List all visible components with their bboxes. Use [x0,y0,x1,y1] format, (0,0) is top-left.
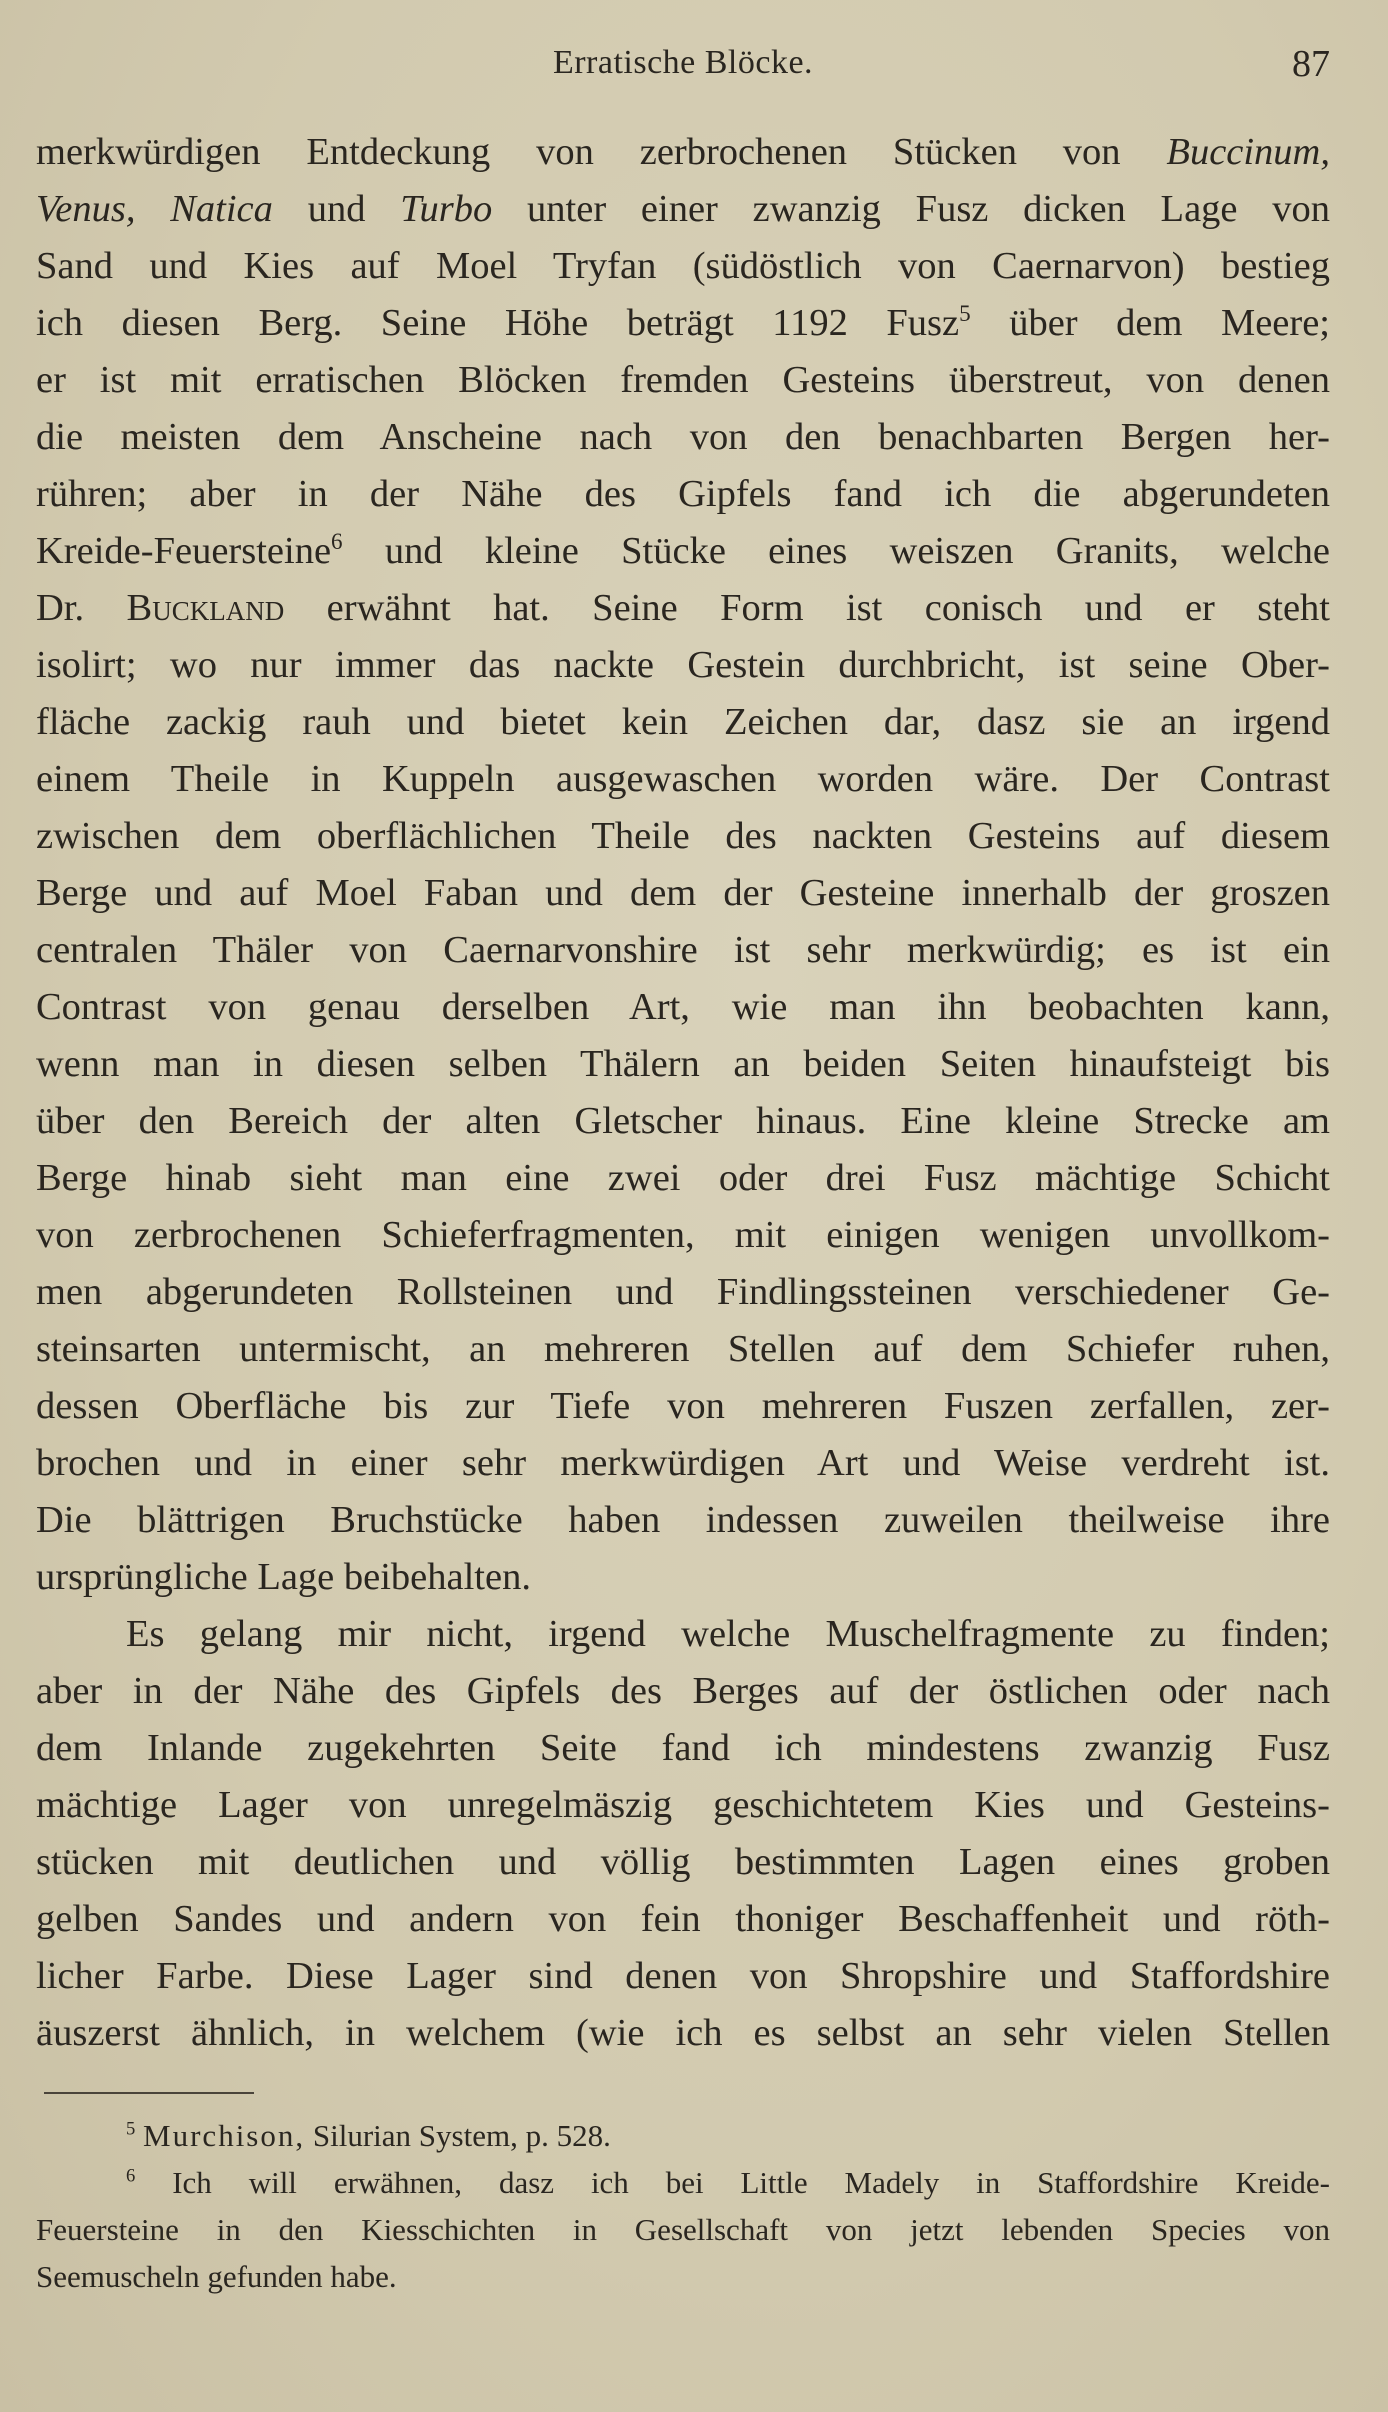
text-line: centralen Thäler von Caernarvonshire ist sehr merkwürdig; es ist ein [36,929,1330,971]
text-line: rühren; aber in der Nähe des Gipfels fand ich die abgerundeten [36,473,1330,515]
text-line: men abgerundeten Rollsteinen und Findlingssteinen verschiedener Ge- [36,1271,1330,1313]
text-line: fläche zackig rauh und bietet kein Zeichen dar, dasz sie an irgend [36,701,1330,743]
running-title: Erratische Blöcke. [552,44,814,81]
text-line: mächtige Lager von unregelmäszig geschichtetem Kies und Gesteins- [36,1784,1330,1826]
text-line: wenn man in diesen selben Thälern an beiden Seiten hinaufsteigt bis [36,1043,1330,1085]
text-line: Sand und Kies auf Moel Tryfan (südöstlich von Caernarvon) bestieg [36,245,1330,287]
text-line: dessen Oberfläche bis zur Tiefe von mehreren Fuszen zerfallen, zer- [36,1385,1330,1427]
text-line: Dr. Buckland erwähnt hat. Seine Form ist conisch und er steht [36,587,1330,629]
text-line: brochen und in einer sehr merkwürdigen Art und Weise verdreht ist. [36,1442,1330,1484]
text-line: Berge und auf Moel Faban und dem der Gesteine innerhalb der groszen [36,872,1330,914]
text-line: isolirt; wo nur immer das nackte Gestein durchbricht, ist seine Ober- [36,644,1330,686]
footnote-6-line: Seemuscheln gefunden habe. [36,2259,397,2294]
footnote-divider [44,2092,254,2094]
text-line: Kreide-Feuersteine$^6$ und kleine Stücke eines weiszen Granits, welche [36,528,1330,572]
text-line: von zerbrochenen Schieferfragmenten, mit einigen wenigen unvollkom- [36,1214,1330,1256]
text-line: Die blättrigen Bruchstücke haben indessen zuweilen theilweise ihre [36,1499,1330,1541]
text-line: licher Farbe. Diese Lager sind denen von Shropshire und Staffordshire [36,1955,1330,1997]
page-header [36,40,1330,90]
text-line: Berge hinab sieht man eine zwei oder drei Fusz mächtige Schicht [36,1157,1330,1199]
text-line: einem Theile in Kuppeln ausgewaschen worden wäre. Der Contrast [36,758,1330,800]
text-line: ich diesen Berg. Seine Höhe beträgt 1192 Fusz$^5$ über dem Meere; [36,300,1330,344]
text-line: zwischen dem oberflächlichen Theile des nackten Gesteins auf diesem [36,815,1330,857]
footnotes [36,2112,1330,2300]
text-line: über den Bereich der alten Gletscher hinaus. Eine kleine Strecke am [36,1100,1330,1142]
text-line: Es gelang mir nicht, irgend welche Muschelfragmente zu finden; [126,1613,1330,1655]
text-line: aber in der Nähe des Gipfels des Berges auf der östlichen oder nach [36,1670,1330,1712]
text-line: gelben Sandes und andern von fein thoniger Beschaffenheit und röth- [36,1898,1330,1940]
text-line: äuszerst ähnlich, in welchem (wie ich es selbst an sehr vielen Stellen [36,2012,1330,2054]
text-line: Venus, Natica und Turbo unter einer zwanzig Fusz dicken Lage von [36,188,1330,230]
text-line: ursprüngliche Lage beibehalten. [36,1556,531,1598]
text-line: stücken mit deutlichen und völlig bestimmten Lagen eines groben [36,1841,1330,1883]
main-text [36,124,1330,2062]
footnote-ref-6: 6 [331,528,343,555]
text-line: die meisten dem Anscheine nach von den benachbarten Bergen her- [36,416,1330,458]
footnote-5: $^5$ Murchison, Silurian System, p. 528. [126,2118,611,2153]
page-number: 87 [1292,43,1330,85]
text-line: steinsarten untermischt, an mehreren Stellen auf dem Schiefer ruhen, [36,1328,1330,1370]
footnote-6: $^6$ Ich will erwähnen, dasz ich bei Little Madely in Staffordshire Kreide- [126,2165,1330,2200]
text-line: er ist mit erratischen Blöcken fremden Gesteins überstreut, von denen [36,359,1330,401]
text-line: dem Inlande zugekehrten Seite fand ich mindestens zwanzig Fusz [36,1727,1330,1769]
text-line: Contrast von genau derselben Art, wie man ihn beobachten kann, [36,986,1330,1028]
footnote-6-line: Feuersteine in den Kiesschichten in Gesellschaft von jetzt lebenden Species von [36,2212,1330,2247]
footnote-ref-5: 5 [959,300,971,327]
text-line: merkwürdigen Entdeckung von zerbrochenen Stücken von Buccinum, [36,131,1330,173]
